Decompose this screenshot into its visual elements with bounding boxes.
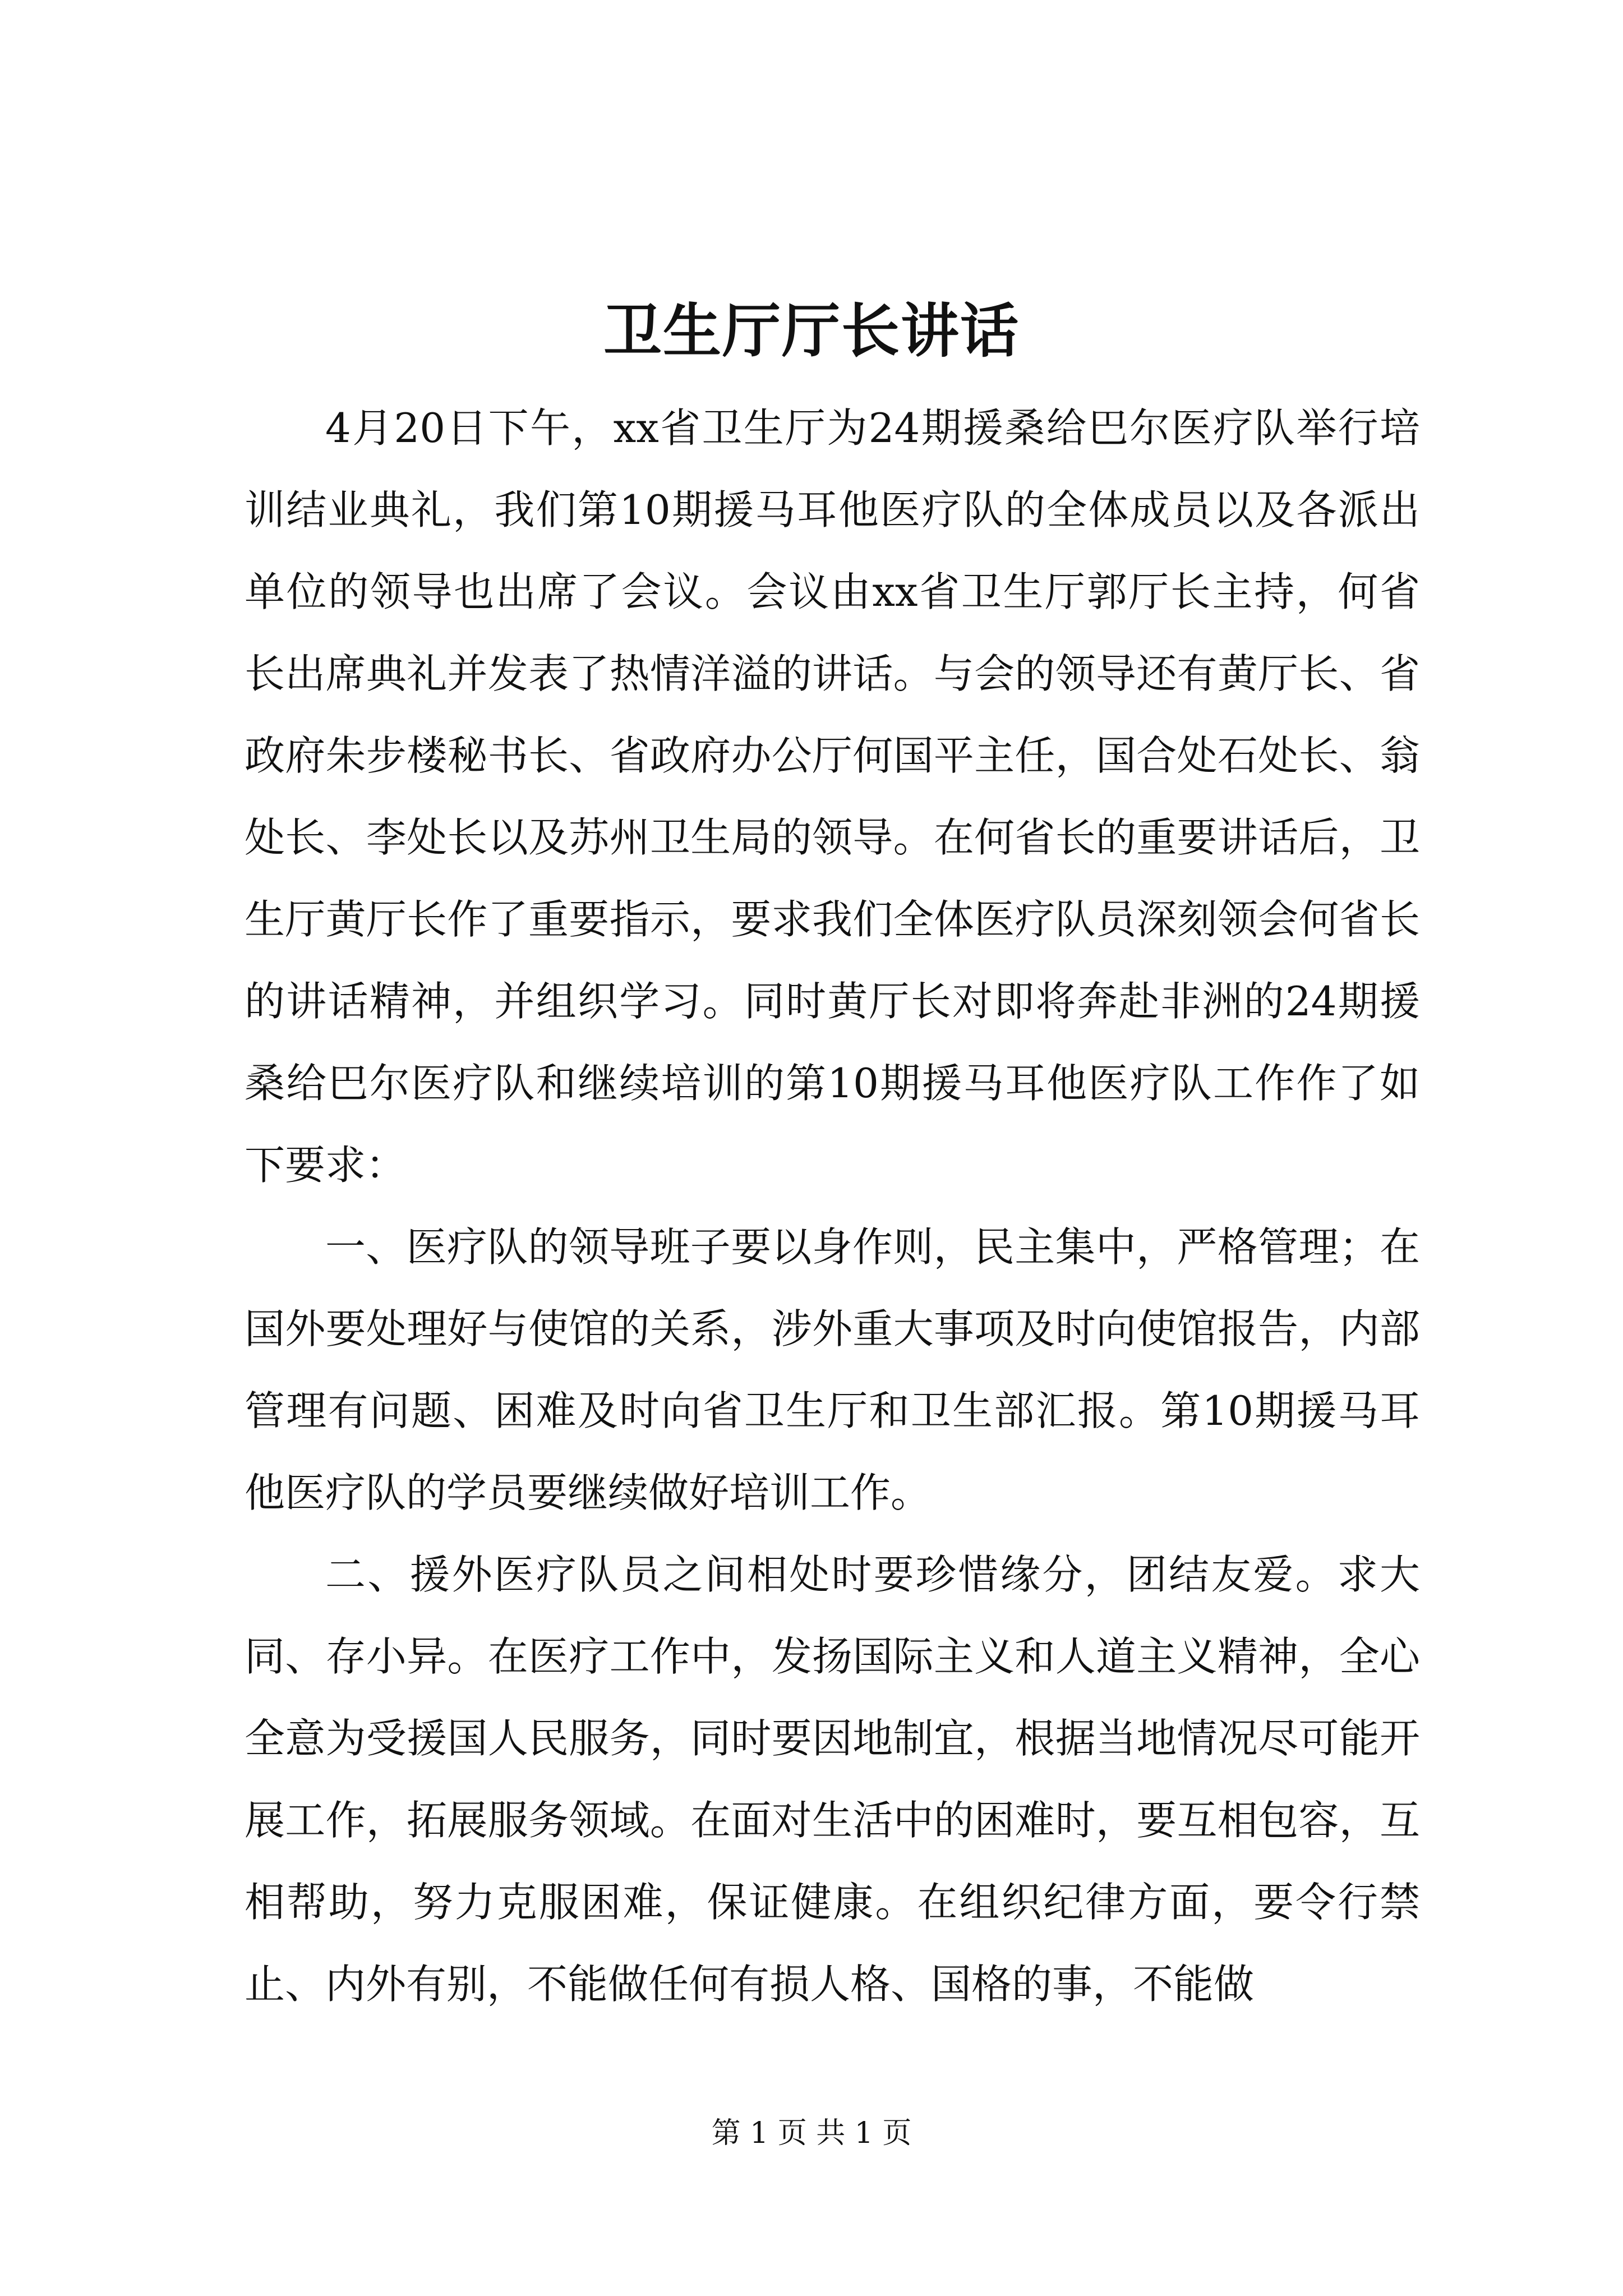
paragraph-requirement-1: 一、医疗队的领导班子要以身作则，民主集中，严格管理；在国外要处理好与使馆的关系，涉外重大事项及时向使馆报告，内部管理有问题、困难及时向省卫生厅和卫生部汇报。第10期援马耳他医疗队的学员要继续做好培训工作。 [245, 1223, 1420, 1516]
paragraph-intro: 4月20日下午，xx省卫生厅为24期援桑给巴尔医疗队举行培训结业典礼，我们第10期援马耳他医疗队的全体成员以及各派出单位的领导也出席了会议。会议由xx省卫生厅郭厅长主持，何省长出席典礼并发表了热情洋溢的讲话。与会的领导还有黄厅长、省政府朱步楼秘书长、省政府办公厅何国平主任，国合处石处长、翁处长、李处长以及苏州卫生局的领导。在何省长的重要讲话后，卫生厅黄厅长作了重要指示，要求我们全体医疗队员深刻领会何省长的讲话精神，并组织学习。同时黄厅长对即将奔赴非洲的24期援桑给巴尔医疗队和继续培训的第10期援马耳他医疗队工作作了如下要求： [245, 404, 1420, 1189]
paragraph-requirement-2: 二、援外医疗队员之间相处时要珍惜缘分，团结友爱。求大同、存小异。在医疗工作中，发扬国际主义和人道主义精神，全心全意为受援国人民服务，同时要因地制宜，根据当地情况尽可能开展工作，拓展服务领域。在面对生活中的困难时，要互相包容，互相帮助，努力克服困难，保证健康。在组织纪律方面，要令行禁止、内外有别，不能做任何有损人格、国格的事，不能做 [245, 1551, 1420, 2008]
document-title: 卫生厅厅长讲话 [603, 296, 1020, 365]
page-footer: 第 1 页 共 1 页 [711, 2116, 912, 2150]
document-body [245, 387, 1420, 2025]
